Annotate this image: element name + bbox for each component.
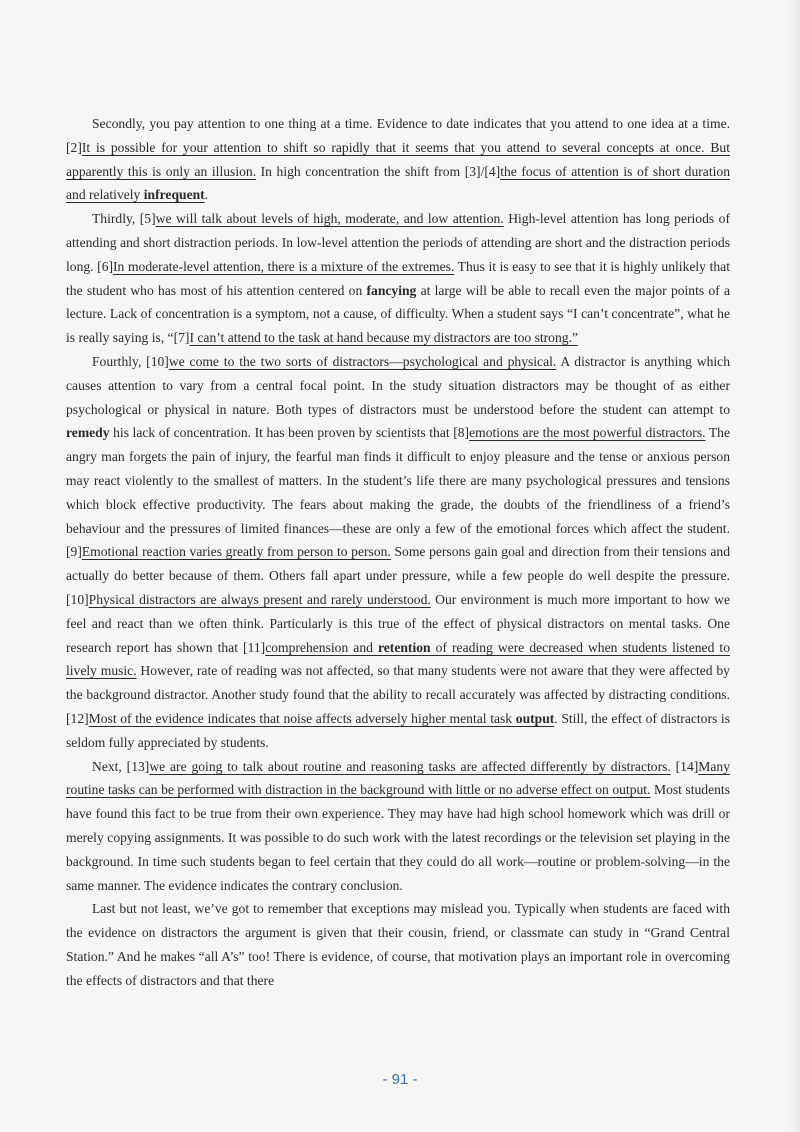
scan-edge-shadow (788, 0, 800, 1132)
text-run: Thus it is easy to see that it is highly unlikely that the student who has most of his attention centered on (66, 258, 730, 298)
underlined-bold-term: retention (377, 639, 431, 655)
page-number: - 91 - (382, 1071, 418, 1088)
underlined-text: In moderate-level attention, there is a mixture of the extremes. (113, 258, 455, 274)
text-run: Last but not least, we’ve got to remember that exceptions may mislead you. Typically when students are faced with the evidence on distractors the argument is given that their cousin, friend, or classmate can study in “Grand Central Station.” And he makes “all A’s” too! There is evidence, of course, that motivation plays an important role in overcoming the effects of distractors and that there (66, 901, 730, 988)
body-text (66, 112, 730, 992)
text-run: In high concentration the shift from [3]/[4] (256, 163, 501, 179)
underlined-text: Emotional reaction varies greatly from person to person. (81, 544, 391, 560)
text-run: The angry man forgets the pain of injury, the fearful man finds it difficult to enjoy pleasure and the tense or anxious person may react violently to the smallest of matters. In the student’s life there are many psychological pressures and tensions which block effective productivity. The fears about making the grade, the doubts of the friendliness of a friend’s behaviour and the pressures of limited finances—these are only a few of the emotional forces which affect the student. [9] (66, 425, 730, 560)
underlined-bold-term: output (515, 710, 555, 726)
bold-term: remedy (66, 425, 110, 441)
underlined-text: Physical distractors are always present and rarely understood. (88, 591, 431, 607)
text-run: Most students have found this fact to be true from their own experience. They may have had high school homework which was drill or merely copying assignments. It was possible to do such work with the latest recordings or the television set playing in the background. In time such students began to feel certain that they could do all work—routine or problem-solving—in the same manner. The evidence indicates the contrary conclusion. (66, 782, 730, 893)
text-run: his lack of concentration. It has been proven by scientists that [8] (109, 425, 470, 441)
paragraph-3 (66, 350, 730, 755)
text-run: Fourthly, [10] (92, 353, 169, 369)
underlined-text: we come to the two sorts of distractors—psychological and physical. (168, 353, 557, 369)
underlined-text: we are going to talk about routine and reasoning tasks are affected differently by distractors. (149, 758, 671, 774)
bold-term: fancying (366, 282, 417, 298)
underlined-text: comprehension and (265, 639, 378, 655)
text-run: at large will be able to recall even the major points of a lecture. Lack of concentration is a symptom, not a cause, of difficulty. When a student says “I can’t concentrate”, what he is really saying is, “[7] (66, 282, 730, 346)
paragraph-4 (66, 755, 730, 898)
paragraph-2 (66, 207, 730, 350)
text-run: High-level attention has long periods of attending and short distraction periods. In low-level attention the periods of attending are short and the distraction periods long. [6] (66, 211, 730, 274)
underlined-text: of reading were decreased when students listened to lively music. (66, 639, 730, 679)
text-run: Some persons gain goal and direction from their tensions and actually do better because of them. Others fall apart under pressure, while a few people do well despite the pressure. [10] (66, 544, 730, 607)
text-run: However, rate of reading was not affected, so that many students were not aware that they were affected by the background distractor. Another study found that the ability to recall accurately was affected by distracting conditions. [12] (66, 663, 730, 726)
underlined-text: emotions are the most powerful distractors. (469, 425, 706, 441)
underlined-text: I can’t attend to the task at hand because my distractors are too strong.” (189, 330, 579, 346)
paragraph-1 (66, 112, 730, 207)
text-run: [14] (670, 758, 699, 774)
text-run: Thirdly, [5] (92, 211, 156, 227)
underlined-bold-term: infrequent (143, 187, 205, 203)
paragraph-5 (66, 897, 730, 992)
underlined-text: Many routine tasks can be performed with distraction in the background with little or no adverse effect on output. (66, 758, 730, 798)
underlined-text: Most of the evidence indicates that noise affects adversely higher mental task (88, 710, 516, 726)
underlined-text: It is possible for your attention to shift so rapidly that it seems that you attend to several concepts at once. But apparently this is only an illusion. (66, 139, 730, 179)
text-run: Our environment is much more important to how we feel and react than we often think. Particularly is this true of the effect of physical distractors on mental tasks. One research report has shown that [11] (66, 591, 730, 655)
text-run: Next, [13] (92, 758, 150, 774)
underlined-text: the focus of attention is of short duration and relatively (66, 163, 730, 203)
text-run: A distractor is anything which causes attention to vary from a central focal point. In the study situation distractors may be thought of as either psychological or physical in nature. Both types of distractors must be understood before the student can attempt to (66, 353, 731, 417)
underlined-text: we will talk about levels of high, moderate, and low attention. (155, 211, 504, 227)
text-run: Secondly, you pay attention to one thing at a time. Evidence to date indicates that you attend to one idea at a time. [2] (66, 116, 730, 155)
text-run: . Still, the effect of distractors is seldom fully appreciated by students. (66, 710, 730, 750)
text-run: . (204, 187, 209, 203)
